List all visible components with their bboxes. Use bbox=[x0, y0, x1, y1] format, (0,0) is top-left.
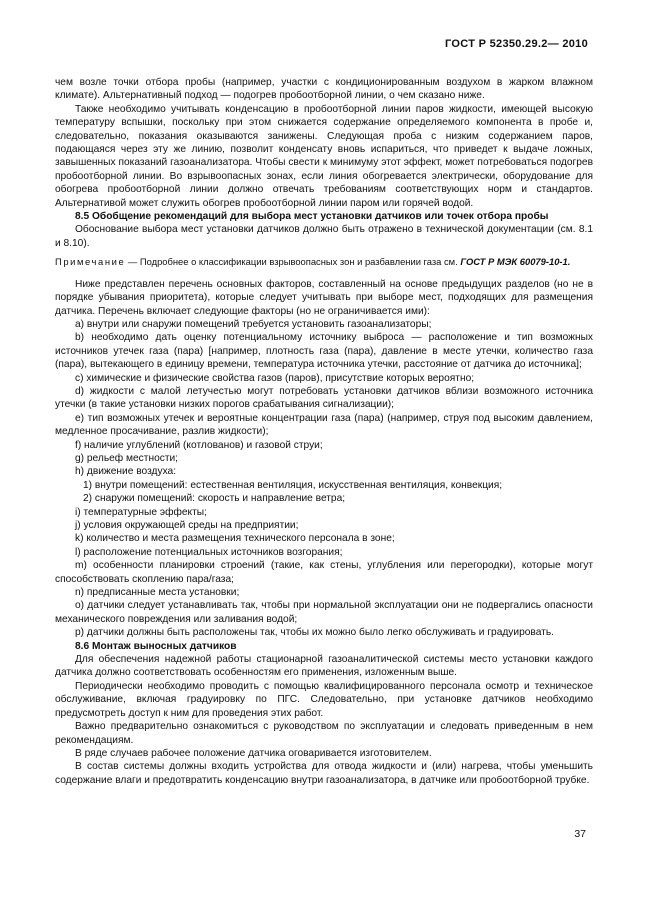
list-item: m) особенности планировки строений (такие, как стены, углубления или перегородки), которые могут способствовать скоплению пара/газа; bbox=[55, 560, 593, 585]
list-item: e) тип возможных утечек и вероятные концентрации газа (пара) (например, струя под высоким давлением, медленное просачивание, разлив жидкости); bbox=[55, 412, 593, 438]
list-item: g) рельеф местности; bbox=[75, 452, 179, 464]
note-text: — Подробнее о классификации взрывоопасных зон и разбавлении газа см. bbox=[125, 256, 461, 268]
section-heading-8-6: 8.6 Монтаж выносных датчиков bbox=[75, 640, 237, 652]
paragraph: Для обеспечения надежной работы стационарной газоаналитической системы место установки каждого датчика должно соответствовать особенностям его применения, изложенным выше. bbox=[55, 654, 593, 679]
list-item: o) датчики следует устанавливать так, чтобы при нормальной эксплуатации они не подвергались опасности механического повреждения или заливания водой; bbox=[55, 600, 593, 625]
list-item: i) температурные эффекты; bbox=[75, 506, 207, 518]
list-item: р) датчики должны быть расположены так, чтобы их можно было легко обслуживать и градуировать. bbox=[75, 627, 554, 639]
list-item: j) условия окружающей среды на предприятии; bbox=[75, 520, 299, 531]
list-item: d) жидкости с малой летучестью могут потребовать установки датчиков вблизи возможного источника утечки (в такие установки низких порогов срабатывания сигнализации); bbox=[55, 385, 593, 411]
section-heading-8-5: 8.5 Обобщение рекомендаций для выбора мест установки датчиков или точек отбора пробы bbox=[75, 211, 549, 223]
paragraph: Ниже представлен перечень основных факторов, составленный на основе предыдущих разделов (но не в порядке убывания приоритета), которые следует учитывать при выборе мест, подходящих для размещения датчика. Перечень включает следующие факторы (но не ограничивается ими): bbox=[55, 278, 593, 317]
page-content bbox=[55, 76, 593, 787]
list-item: f) наличие углублений (котлованов) и газовой струи; bbox=[75, 439, 323, 451]
paragraph: Обоснование выбора мест установки датчиков должно быть отражено в технической документации (см. 8.1 и 8.10). bbox=[55, 224, 593, 249]
list-item: а) внутри или снаружи помещений требуется установить газоанализаторы; bbox=[75, 318, 432, 330]
sub-list-item: 1) внутри помещений: естественная вентиляция, искусственная вентиляция, конвекция; bbox=[83, 479, 503, 491]
page-number: 37 bbox=[574, 828, 586, 840]
note bbox=[55, 256, 593, 268]
list-item: l) расположение потенциальных источников возгорания; bbox=[75, 546, 343, 558]
note-label: Примечание bbox=[55, 256, 126, 268]
paragraph: Периодически необходимо проводить с помощью квалифицированного персонала осмотр и техническое обслуживание, включая градуировку по ПГС. Следовательно, при установке датчиков необходимо предусмотреть доступ к ним для проведения этих работ. bbox=[55, 680, 593, 719]
list-item: k) количество и места размещения технического персонала в зоне; bbox=[75, 533, 395, 545]
paragraph: Также необходимо учитывать конденсацию в пробоотборной линии паров жидкости, имеющей высокую температуру вспышки, поскольку при этом снижается содержание определяемого компонента в пробе и, следовательно, показания оказываются занижены. Следующая проба с низким содержанием паров, подающаяся через эту же линию, позволит конденсату вновь испариться, что приведет к выдаче ложных, завышенных показаний газоанализатора. Чтобы свести к минимуму этот эффект, может потребоваться подогрев пробоотборной линии. Во взрывоопасных зонах, если линия обогревается электрически, оборудование для обогрева пробоотборной линии должно отвечать требованиям соответствующих норм и стандартов. Альтернативой может служить обогрев пробоотборной линии паром или горячей водой. bbox=[55, 103, 593, 209]
list-item: c) химические и физические свойства газов (паров), присутствие которых вероятно; bbox=[75, 372, 475, 384]
list-item: h) движение воздуха: bbox=[75, 466, 177, 478]
sub-list-item: 2) снаружи помещений: скорость и направление ветра; bbox=[83, 493, 346, 505]
list-item: b) необходимо дать оценку потенциальному источнику выброса — расположение и тип возможных источников утечек газа (пара) [например, плотность газа (пара), давление в месте утечки, количество газа (пара), вытекающего в единицу времени, температура источника утечки, расстояние от датчика до источника]; bbox=[55, 332, 593, 371]
paragraph: В состав системы должны входить устройства для отвода жидкости и (или) нагрева, чтобы уменьшить содержание влаги и предотвратить конденсацию внутри газоанализатора, в датчике или пробоотборной трубке. bbox=[55, 761, 593, 786]
paragraph: В ряде случаев рабочее положение датчика оговаривается изготовителем. bbox=[75, 747, 432, 759]
note-reference: ГОСТ Р МЭК 60079-10-1. bbox=[460, 256, 571, 268]
paragraph: чем возле точки отбора пробы (например, участки с кондиционированным воздухом в жарком влажном климате). Альтернативный подход — подогрев пробоотборной линии, о чем сказано ниже. bbox=[55, 77, 593, 102]
document-header: ГОСТ Р 52350.29.2— 2010 bbox=[445, 38, 588, 50]
paragraph: Важно предварительно ознакомиться с руководством по эксплуатации и следовать приведенным в нем рекомендациям. bbox=[55, 721, 593, 746]
list-item: n) предписанные места установки; bbox=[75, 587, 240, 599]
